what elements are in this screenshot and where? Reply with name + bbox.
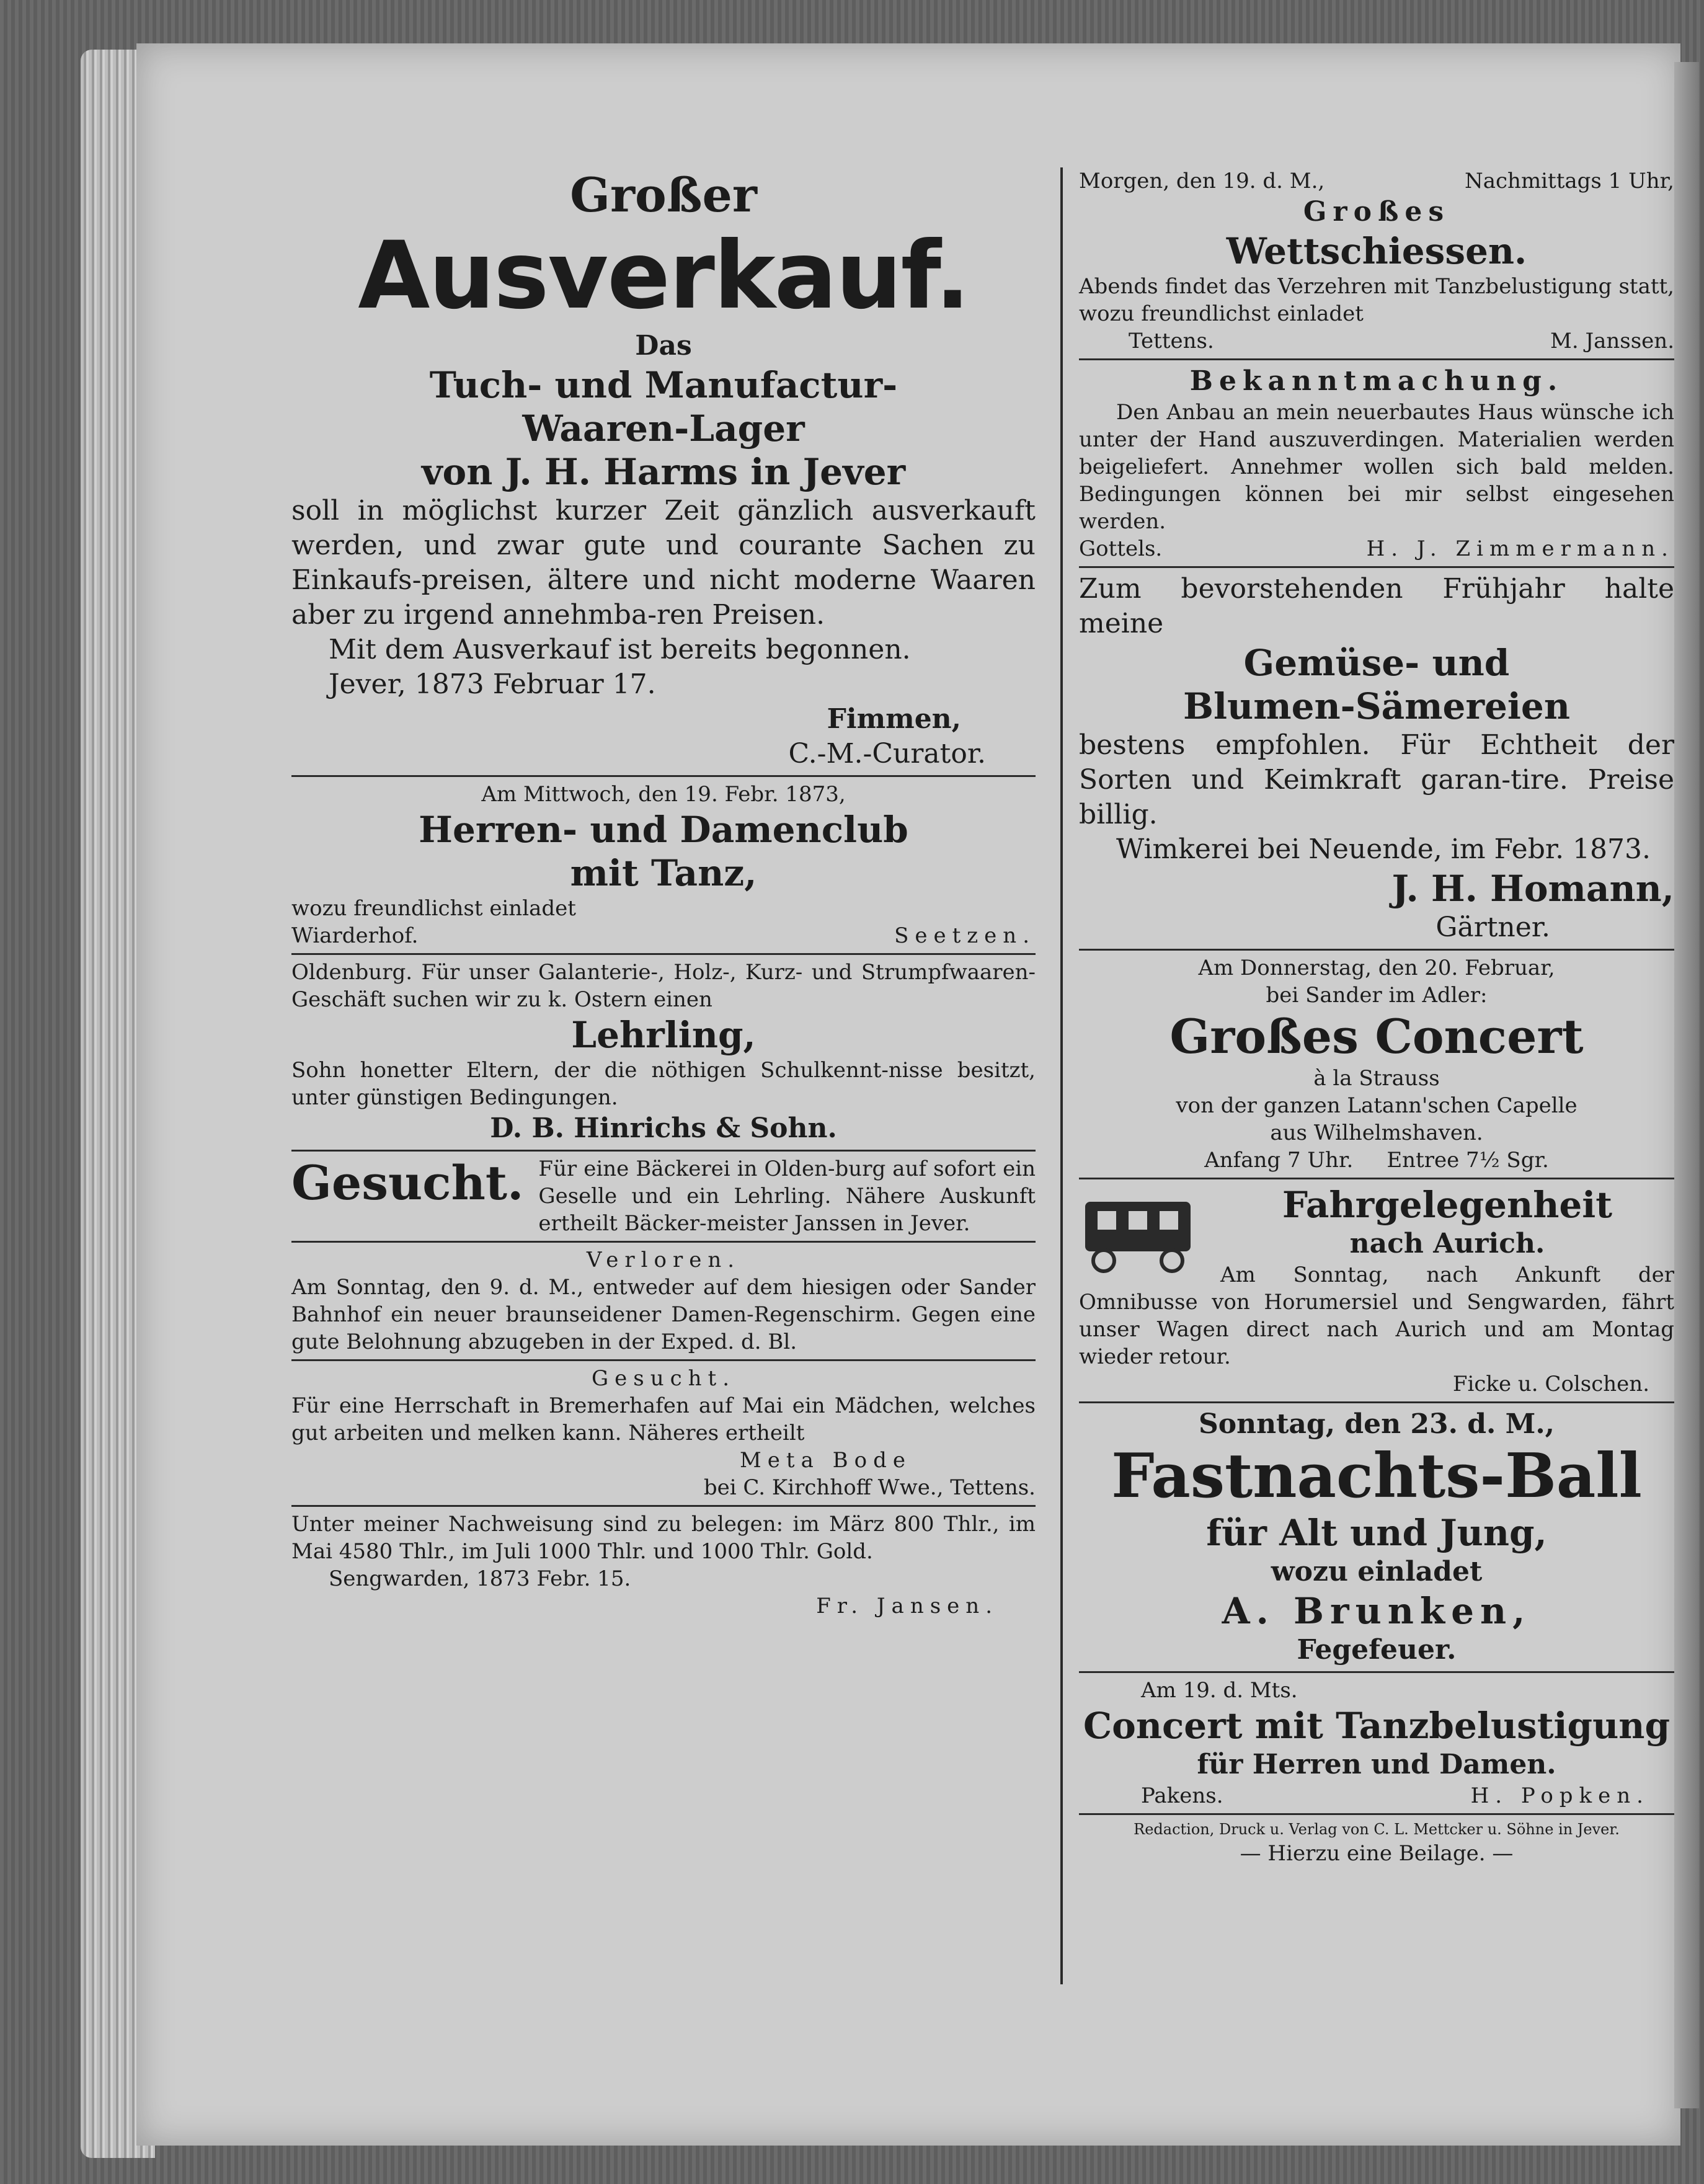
ad-heading-grosses: Großes bbox=[1303, 196, 1450, 228]
ad-start-time: Anfang 7 Uhr. bbox=[1204, 1148, 1354, 1173]
ad-concert bbox=[1079, 954, 1674, 1174]
ad-place: Pakens. bbox=[1141, 1783, 1223, 1808]
ad-signature-place: Fegefeuer. bbox=[1297, 1634, 1457, 1666]
ad-heading-ausverkauf: Ausverkauf. bbox=[358, 222, 969, 330]
ad-signature: D. B. Hinrichs & Sohn. bbox=[490, 1112, 837, 1144]
ad-date-line: Am Mittwoch, den 19. Febr. 1873, bbox=[481, 782, 846, 807]
ad-place: Gottels. bbox=[1079, 536, 1163, 561]
ad-body: Unter meiner Nachweisung sind zu belegen: im März 800 Thlr., im Mai 4580 Thlr., im Juli 1000 Thlr. und 1000 Thlr. Gold. bbox=[291, 1512, 1036, 1564]
ad-signature: Fr. Jansen. bbox=[816, 1594, 998, 1618]
ad-body: soll in möglichst kurzer Zeit gänzlich ausverkauft werden, und zwar gute und courante Sachen zu Einkaufs-preisen, ältere und nicht moderne Waaren aber zu irgend annehmba-ren Preisen. bbox=[291, 495, 1036, 631]
ad-place-date: Jever, 1873 Februar 17. bbox=[329, 668, 656, 700]
divider bbox=[291, 1241, 1036, 1243]
ad-heading-wettschiessen: Wettschiessen. bbox=[1226, 230, 1527, 272]
ad-place: Tettens. bbox=[1129, 329, 1214, 353]
ad-signature-title: Gärtner. bbox=[1436, 912, 1550, 943]
ad-signature-name: Meta Bode bbox=[739, 1448, 912, 1473]
ad-verloren bbox=[291, 1246, 1036, 1356]
ad-heading-fahrgelegenheit: Fahrgelegenheit bbox=[1282, 1184, 1613, 1226]
ad-body-2: Mit dem Ausverkauf ist bereits begonnen. bbox=[329, 634, 911, 665]
ad-gesucht-baecker bbox=[291, 1155, 1036, 1237]
ad-signature-name: J. H. Homann, bbox=[1391, 868, 1674, 910]
ad-time-line: Nachmittags 1 Uhr, bbox=[1464, 169, 1674, 193]
right-column bbox=[1079, 167, 1674, 1867]
divider bbox=[291, 1359, 1036, 1361]
ad-heading-bekanntmachung: Bekanntmachung. bbox=[1189, 365, 1564, 397]
ad-intro: Zum bevorstehenden Frühjahr halte meine bbox=[1079, 573, 1674, 639]
ad-entry-price: Entree 7½ Sgr. bbox=[1387, 1148, 1549, 1173]
ad-line-waaren-lager: Waaren-Lager bbox=[522, 407, 805, 450]
ad-style-line: à la Strauss bbox=[1313, 1066, 1440, 1091]
ad-line-harms: von J. H. Harms in Jever bbox=[421, 451, 906, 493]
ad-heading-fastnachtsball: Fastnachts-Ball bbox=[1111, 1440, 1642, 1512]
divider bbox=[1079, 1401, 1674, 1403]
divider bbox=[291, 775, 1036, 777]
ad-invite-line: wozu einladet bbox=[1271, 1556, 1483, 1587]
ad-place-date: Wimkerei bei Neuende, im Febr. 1873. bbox=[1116, 833, 1651, 865]
ad-line-tuch: Tuch- und Manufactur- bbox=[429, 364, 898, 406]
divider bbox=[1079, 1178, 1674, 1179]
ad-heading-gesucht: Gesucht. bbox=[291, 1155, 524, 1210]
left-column bbox=[291, 167, 1036, 1620]
ad-body: Abends findet das Verzehren mit Tanzbelustigung statt, wozu freundlichst einladet bbox=[1079, 274, 1674, 326]
ad-band-line: von der ganzen Latann'schen Capelle bbox=[1176, 1093, 1578, 1118]
ad-heading-aurich: nach Aurich. bbox=[1349, 1228, 1545, 1259]
divider bbox=[291, 1505, 1036, 1507]
ad-damenclub bbox=[291, 781, 1036, 949]
book-right-edge bbox=[1674, 62, 1699, 2108]
divider bbox=[1079, 949, 1674, 951]
divider bbox=[1079, 358, 1674, 360]
ad-body: Den Anbau an mein neuerbautes Haus wünsche ich unter der Hand auszuverdingen. Materialien werden beigeliefert. Annehmer wollen sich bald melden. Bedingungen können bei mir selbst eingesehen werden. bbox=[1079, 400, 1674, 534]
ad-ausverkauf bbox=[291, 167, 1036, 771]
ad-body: Für eine Bäckerei in Olden-burg auf sofort ein Geselle und ein Lehrling. Nähere Auskunft ertheilt Bäcker-meister Janssen in Jever. bbox=[538, 1156, 1036, 1236]
ad-gesucht-maedchen bbox=[291, 1365, 1036, 1501]
ad-fahrgelegenheit bbox=[1079, 1183, 1674, 1398]
ad-signature: H. Popken. bbox=[1470, 1783, 1649, 1808]
ad-heading-grosser: Großer bbox=[570, 167, 757, 223]
ad-heading-concert-tanz: Concert mit Tanzbelustigung bbox=[1083, 1705, 1671, 1747]
ad-signature-name: Fimmen, bbox=[827, 703, 961, 735]
ad-date-line: Sonntag, den 23. d. M., bbox=[1198, 1408, 1555, 1440]
page-footer bbox=[1079, 1819, 1674, 1867]
ad-heading-tanz: mit Tanz, bbox=[570, 852, 757, 894]
divider bbox=[1079, 566, 1674, 568]
ad-venue-line: bei Sander im Adler: bbox=[1266, 983, 1488, 1008]
imprint-line: Redaction, Druck u. Verlag von C. L. Mettcker u. Söhne in Jever. bbox=[1134, 1821, 1620, 1838]
ad-body: Am Sonntag, den 9. d. M., entweder auf dem hiesigen oder Sander Bahnhof ein neuer braunseidener Damen-Regenschirm. Gegen eine gute Belohnung abzugeben in der Exped. d. Bl. bbox=[291, 1275, 1036, 1354]
ad-body-2: Sohn honetter Eltern, der die nöthigen Schulkennt-nisse besitzt, unter günstigen Bedingungen. bbox=[291, 1058, 1036, 1110]
ad-heading-verloren: Verloren. bbox=[586, 1248, 741, 1272]
ad-place: Wiarderhof. bbox=[291, 923, 419, 948]
ad-saemereien bbox=[1079, 572, 1674, 945]
ad-date-line: Am 19. d. Mts. bbox=[1141, 1678, 1298, 1703]
ad-heading-concert: Großes Concert bbox=[1169, 1009, 1584, 1064]
ad-date-line: Am Donnerstag, den 20. Februar, bbox=[1198, 956, 1555, 980]
ad-signature: Seetzen. bbox=[894, 923, 1036, 948]
ad-signature-address: bei C. Kirchhoff Wwe., Tettens. bbox=[703, 1475, 1036, 1500]
stagecoach-icon bbox=[1079, 1189, 1209, 1282]
ad-signature-name: A. Brunken, bbox=[1222, 1590, 1532, 1632]
ad-invite-line: wozu freundlichst einladet bbox=[291, 896, 576, 921]
supplement-note: — Hierzu eine Beilage. — bbox=[1240, 1841, 1514, 1866]
divider bbox=[1079, 1813, 1674, 1815]
ad-lehrling bbox=[291, 959, 1036, 1146]
column-rule bbox=[1060, 167, 1063, 1984]
ad-signature: M. Janssen. bbox=[1550, 329, 1674, 353]
ad-heading-gemuese: Gemüse- und bbox=[1243, 642, 1510, 684]
ad-date-line: Morgen, den 19. d. M., bbox=[1079, 169, 1325, 193]
ad-signature-title: C.-M.-Curator. bbox=[788, 738, 986, 770]
ad-heading-gesucht: Gesucht. bbox=[591, 1366, 736, 1391]
ad-heading-herren-damen: für Herren und Damen. bbox=[1197, 1749, 1556, 1780]
ad-signature: H. J. Zimmermann. bbox=[1366, 536, 1674, 561]
ad-line-das: Das bbox=[635, 330, 692, 362]
divider bbox=[1079, 1671, 1674, 1673]
ad-body: Am Sonntag, nach Ankunft der Omnibusse von Horumersiel und Sengwarden, fährt unser Wagen direct nach Aurich und am Montag wieder retour. bbox=[1079, 1263, 1674, 1369]
divider bbox=[291, 1150, 1036, 1152]
ad-signature: Ficke u. Colschen. bbox=[1452, 1372, 1649, 1396]
ad-heading-blumen: Blumen-Sämereien bbox=[1183, 685, 1571, 727]
ad-body: Für eine Herrschaft in Bremerhafen auf Mai ein Mädchen, welches gut arbeiten und melken kann. Näheres ertheilt bbox=[291, 1393, 1036, 1445]
ad-body: Oldenburg. Für unser Galanterie-, Holz-, Kurz- und Strumpfwaaren-Geschäft suchen wir zu k. Ostern einen bbox=[291, 960, 1036, 1012]
ad-fastnachtsball bbox=[1079, 1407, 1674, 1667]
ad-nachweisung bbox=[291, 1511, 1036, 1620]
ad-body: bestens empfohlen. Für Echtheit der Sorten und Keimkraft garan-tire. Preise billig. bbox=[1079, 729, 1674, 830]
ad-place-date: Sengwarden, 1873 Febr. 15. bbox=[329, 1566, 631, 1591]
ad-wettschiessen bbox=[1079, 167, 1674, 355]
ad-origin-line: aus Wilhelmshaven. bbox=[1270, 1121, 1483, 1145]
ad-heading-alt-jung: für Alt und Jung, bbox=[1206, 1512, 1547, 1554]
ad-concert-tanz bbox=[1079, 1677, 1674, 1809]
ad-heading-club: Herren- und Damenclub bbox=[419, 809, 908, 851]
ad-bekanntmachung bbox=[1079, 364, 1674, 562]
divider bbox=[291, 953, 1036, 955]
ad-heading-lehrling: Lehrling, bbox=[571, 1014, 756, 1056]
